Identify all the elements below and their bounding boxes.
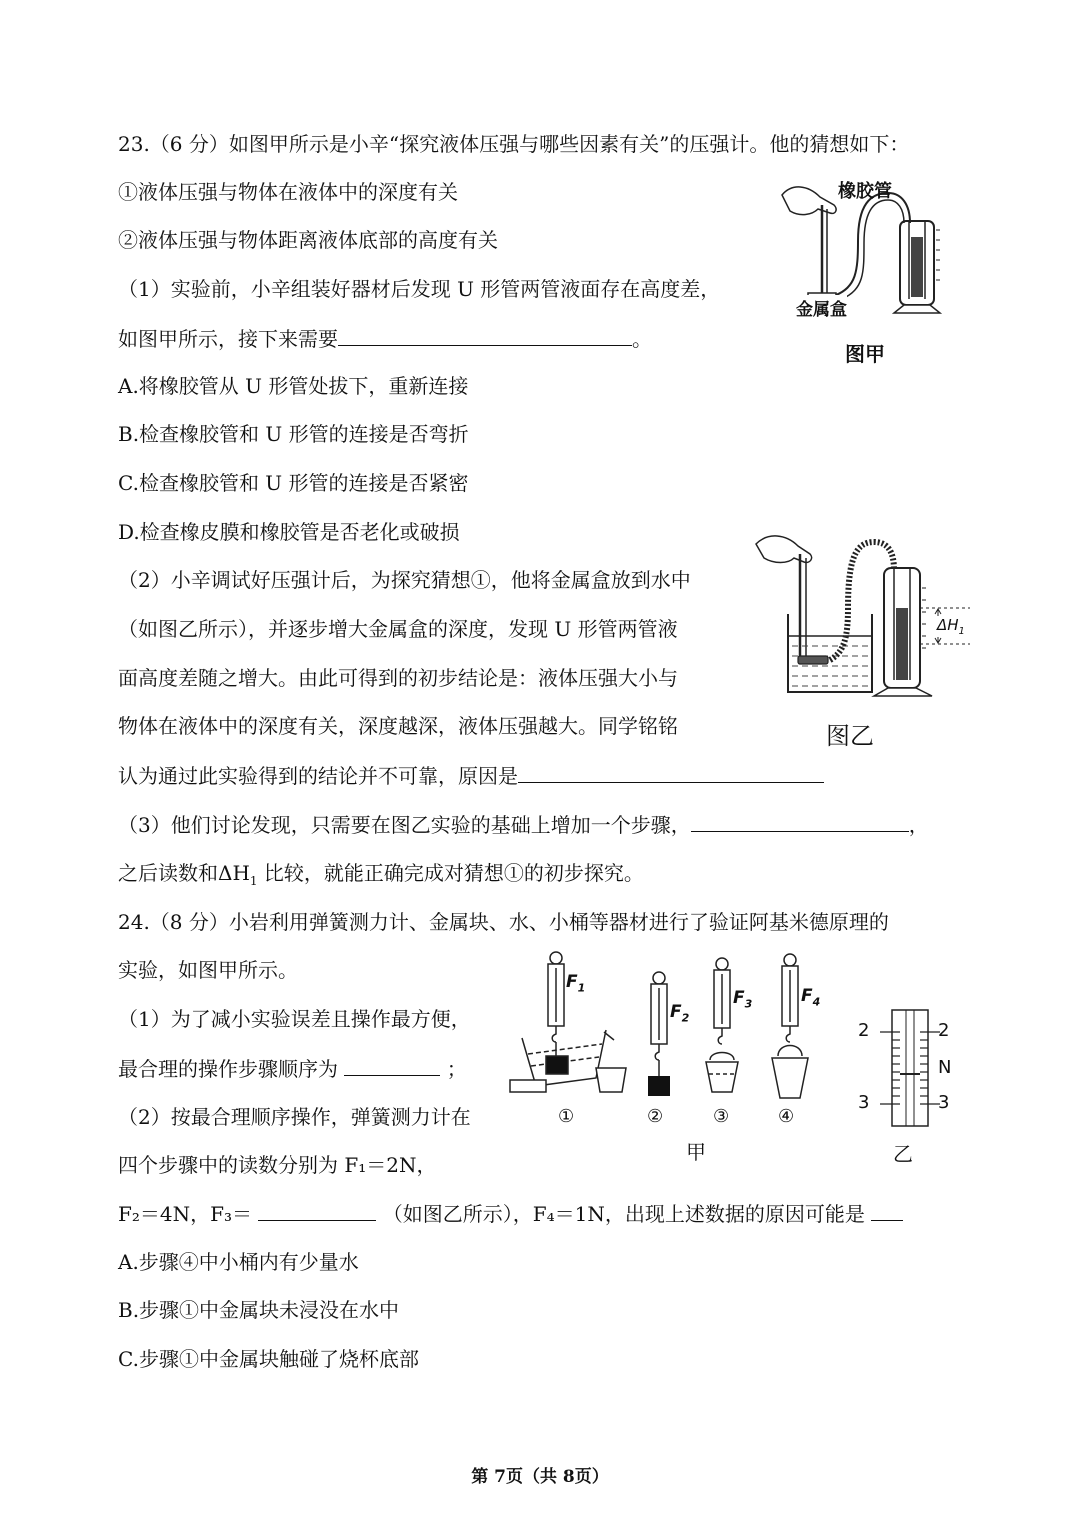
q23-part3-text: （3）他们讨论发现，只需要在图乙实验的基础上增加一个步骤， xyxy=(118,813,691,837)
q24-part2-blank[interactable] xyxy=(871,1200,903,1221)
force-sub: 3 xyxy=(744,997,753,1011)
q23-part2-line2: （如图乙所示），并逐步增大金属盒的深度，发现 U 形管两管液 xyxy=(118,617,678,641)
q24-scale-right-2: 2 xyxy=(938,1020,950,1041)
q24-part1-blank[interactable] xyxy=(344,1055,440,1076)
q24-part2-line1: （2）按最合理顺序操作，弹簧测力计在 xyxy=(118,1105,471,1129)
q24-scale-right-3: 3 xyxy=(938,1092,950,1113)
q23-part1-text: 如图甲所示，接下来需要 xyxy=(118,327,338,351)
q24-scale-left-3: 3 xyxy=(858,1092,870,1113)
q23-guess1: ①液体压强与物体在液体中的深度有关 xyxy=(118,180,458,204)
q24-part2-line3 xyxy=(118,1200,903,1227)
q24-figure-jia-caption: 甲 xyxy=(686,1140,706,1164)
q23-part3-delta-sub: 1 xyxy=(249,874,258,888)
spring-scale-1 xyxy=(548,952,564,1042)
force-sub: 1 xyxy=(577,981,586,995)
q24-part1-line2 xyxy=(118,1055,467,1082)
force-label: F xyxy=(801,986,813,1006)
q23-part3-delta: 之后读数和ΔH xyxy=(118,861,250,885)
q24-part2-line2: 四个步骤中的读数分别为 F₁＝2N， xyxy=(118,1153,437,1177)
bucket-3 xyxy=(706,1053,738,1093)
q23-option-d: D.检查橡皮膜和橡胶管是否老化或破损 xyxy=(118,520,460,544)
q24-part2-rest: （如图乙所示），F₄＝1N，出现上述数据的原因可能是 xyxy=(382,1202,865,1226)
spring-scale-4 xyxy=(782,954,798,1042)
q24-force-f1 xyxy=(566,972,585,994)
q24-option-c: C.步骤①中金属块触碰了烧杯底部 xyxy=(118,1347,419,1371)
q23-part1-end: 。 xyxy=(632,327,652,351)
spring-scale-2 xyxy=(651,972,667,1060)
q23-box-label: 金属盒 xyxy=(796,295,847,320)
q24-intro-line1: 24.（8 分）小岩利用弹簧测力计、金属块、水、小桶等器材进行了验证阿基米德原理的 xyxy=(118,910,889,934)
q23-part3-line2 xyxy=(118,860,644,894)
delta-h-text: ΔH xyxy=(937,616,959,634)
q24-figure-yi-caption: 乙 xyxy=(893,1142,913,1166)
q24-part2-f: F₂＝4N，F₃＝ xyxy=(118,1202,253,1226)
q23-part3-comma: ， xyxy=(908,813,929,837)
q23-part2-line5 xyxy=(118,762,824,789)
force-label: F xyxy=(566,972,578,992)
q24-scale-unit: N xyxy=(938,1057,952,1078)
q23-option-b: B.检查橡胶管和 U 形管的连接是否弯折 xyxy=(118,422,469,446)
q23-guess2: ②液体压强与物体距离液体底部的高度有关 xyxy=(118,228,498,252)
q24-force-f3 xyxy=(733,988,752,1010)
q24-option-b: B.步骤①中金属块未浸没在水中 xyxy=(118,1298,400,1322)
q24-force-f2 xyxy=(670,1002,689,1024)
q23-part2-line3: 面高度差随之增大。由此可得到的初步结论是：液体压强大小与 xyxy=(118,666,678,690)
q23-part2-text: 认为通过此实验得到的结论并不可靠，原因是 xyxy=(118,764,518,788)
q23-part2-blank[interactable] xyxy=(518,762,824,783)
q23-tube-label: 橡胶管 xyxy=(838,181,892,202)
force-sub: 4 xyxy=(812,995,821,1009)
q24-force-f4 xyxy=(801,986,820,1008)
q24-step-4: ④ xyxy=(778,1106,795,1127)
q24-scale-left-2: 2 xyxy=(858,1020,870,1041)
q23-figure-jia-caption: 图甲 xyxy=(845,342,885,366)
q23-part2-line1: （2）小辛调试好压强计后，为探究猜想①，他将金属盒放到水中 xyxy=(118,568,691,592)
q23-part3-rest: 比较，就能正确完成对猜想①的初步探究。 xyxy=(257,861,644,885)
q23-delta-h-label xyxy=(937,616,965,637)
q24-part1-end: ； xyxy=(446,1057,467,1081)
q23-part1-line1: （1）实验前，小辛组装好器材后发现 U 形管两管液面存在高度差， xyxy=(118,277,721,301)
q23-option-c: C.检查橡胶管和 U 形管的连接是否紧密 xyxy=(118,471,469,495)
force-label: F xyxy=(670,1002,682,1022)
q23-figure-yi-caption: 图乙 xyxy=(826,722,874,750)
overflow-beaker xyxy=(510,1030,626,1092)
q23-option-a: A.将橡胶管从 U 形管处拔下，重新连接 xyxy=(118,374,469,398)
bucket-4 xyxy=(772,1046,808,1099)
hand-icon xyxy=(756,536,812,563)
q23-intro: 23.（6 分）如图甲所示是小辛“探究液体压强与哪些因素有关”的压强计。他的猜想如下： xyxy=(118,132,910,156)
q23-figure-yi xyxy=(748,528,978,700)
page-footer: 第 7页（共 8页） xyxy=(471,1467,609,1487)
spring-scale-3 xyxy=(714,958,730,1044)
force-label: F xyxy=(733,988,745,1008)
q24-intro-line2: 实验，如图甲所示。 xyxy=(118,958,298,982)
q24-part1-line1: （1）为了减小实验误差且操作最方便， xyxy=(118,1007,471,1031)
q24-f3-blank[interactable] xyxy=(258,1200,376,1221)
force-sub: 2 xyxy=(681,1011,690,1025)
delta-h-sub: 1 xyxy=(958,626,965,637)
q23-part1-line2 xyxy=(118,325,652,352)
metal-block xyxy=(648,1076,670,1096)
q24-step-2: ② xyxy=(647,1106,664,1127)
q24-part1-text: 最合理的操作步骤顺序为 xyxy=(118,1057,338,1081)
q24-step-3: ③ xyxy=(713,1106,730,1127)
q23-part1-blank[interactable] xyxy=(338,325,632,346)
q23-part2-line4: 物体在液体中的深度有关，深度越深，液体压强越大。同学铭铭 xyxy=(118,714,678,738)
hand-icon xyxy=(782,187,836,215)
q24-step-1: ① xyxy=(558,1106,575,1127)
q24-option-a: A.步骤④中小桶内有少量水 xyxy=(118,1250,359,1274)
q23-part3-line1 xyxy=(118,811,929,838)
q23-part3-blank[interactable] xyxy=(691,811,909,832)
